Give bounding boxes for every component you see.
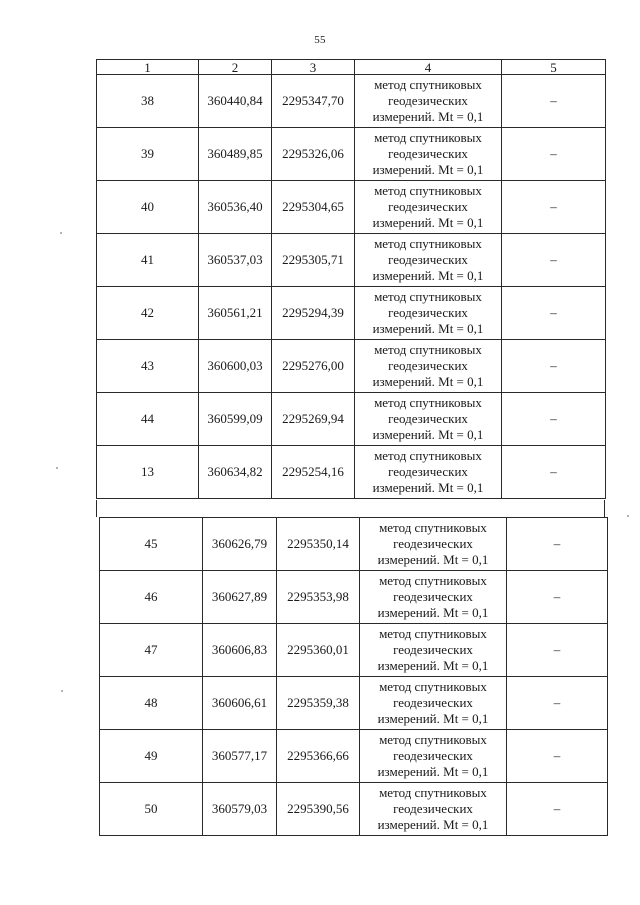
method-text-line: измерений. Mt = 0,1 xyxy=(372,321,484,336)
table-row xyxy=(97,181,606,234)
y-coordinate-cell: 2295294,39 xyxy=(272,287,355,340)
method-text-line: метод спутниковых xyxy=(374,289,482,304)
description-cell: – xyxy=(502,234,606,287)
table-row xyxy=(97,393,606,446)
coordinates-table-upper xyxy=(96,59,606,499)
method-text-line: измерений. Mt = 0,1 xyxy=(377,658,489,673)
method-cell xyxy=(355,128,502,181)
scan-speck xyxy=(56,467,58,469)
column-header: 1 xyxy=(97,60,199,75)
method-text-line: метод спутниковых xyxy=(379,732,487,747)
coordinates-table-lower xyxy=(99,517,608,836)
table-row xyxy=(100,571,608,624)
y-coordinate-cell: 2295254,16 xyxy=(272,446,355,499)
table-row xyxy=(100,730,608,783)
method-text-line: метод спутниковых xyxy=(379,679,487,694)
table-row xyxy=(100,677,608,730)
x-coordinate-cell: 360606,61 xyxy=(203,677,277,730)
x-coordinate-cell: 360561,21 xyxy=(199,287,272,340)
description-cell: – xyxy=(507,677,608,730)
method-text-line: метод спутниковых xyxy=(379,785,487,800)
method-text-line: измерений. Mt = 0,1 xyxy=(372,374,484,389)
method-cell xyxy=(355,446,502,499)
column-header: 5 xyxy=(502,60,606,75)
description-cell: – xyxy=(507,624,608,677)
method-text-line: измерений. Mt = 0,1 xyxy=(377,764,489,779)
y-coordinate-cell: 2295360,01 xyxy=(277,624,360,677)
x-coordinate-cell: 360536,40 xyxy=(199,181,272,234)
scan-speck xyxy=(60,232,62,234)
description-cell: – xyxy=(502,75,606,128)
y-coordinate-cell: 2295305,71 xyxy=(272,234,355,287)
y-coordinate-cell: 2295304,65 xyxy=(272,181,355,234)
point-number-cell: 39 xyxy=(97,128,199,181)
table-row xyxy=(100,518,608,571)
x-coordinate-cell: 360600,03 xyxy=(199,340,272,393)
method-text-line: измерений. Mt = 0,1 xyxy=(377,552,489,567)
method-text-line: измерений. Mt = 0,1 xyxy=(372,268,484,283)
method-text-line: метод спутниковых xyxy=(379,520,487,535)
method-cell xyxy=(355,340,502,393)
table-row xyxy=(97,287,606,340)
point-number-cell: 42 xyxy=(97,287,199,340)
table-row xyxy=(100,624,608,677)
table-row xyxy=(97,75,606,128)
method-text-line: измерений. Mt = 0,1 xyxy=(372,162,484,177)
scan-speck xyxy=(61,690,63,692)
description-cell: – xyxy=(502,340,606,393)
point-number-cell: 13 xyxy=(97,446,199,499)
scan-speck xyxy=(627,515,629,517)
method-text-line: метод спутниковых xyxy=(374,236,482,251)
x-coordinate-cell: 360627,89 xyxy=(203,571,277,624)
table-row xyxy=(97,128,606,181)
x-coordinate-cell: 360440,84 xyxy=(199,75,272,128)
x-coordinate-cell: 360537,03 xyxy=(199,234,272,287)
method-cell xyxy=(355,393,502,446)
method-cell xyxy=(355,234,502,287)
method-text-line: метод спутниковых xyxy=(379,626,487,641)
column-header: 2 xyxy=(199,60,272,75)
point-number-cell: 49 xyxy=(100,730,203,783)
description-cell: – xyxy=(502,393,606,446)
page-number: 55 xyxy=(314,34,326,46)
y-coordinate-cell: 2295350,14 xyxy=(277,518,360,571)
y-coordinate-cell: 2295359,38 xyxy=(277,677,360,730)
y-coordinate-cell: 2295390,56 xyxy=(277,783,360,836)
y-coordinate-cell: 2295276,00 xyxy=(272,340,355,393)
point-number-cell: 40 xyxy=(97,181,199,234)
point-number-cell: 43 xyxy=(97,340,199,393)
y-coordinate-cell: 2295326,06 xyxy=(272,128,355,181)
method-text-line: геодезических xyxy=(388,411,468,426)
description-cell: – xyxy=(507,518,608,571)
y-coordinate-cell: 2295366,66 xyxy=(277,730,360,783)
point-number-cell: 41 xyxy=(97,234,199,287)
method-cell xyxy=(360,518,507,571)
point-number-cell: 47 xyxy=(100,624,203,677)
description-cell: – xyxy=(507,730,608,783)
table-header-row xyxy=(97,60,606,75)
x-coordinate-cell: 360579,03 xyxy=(203,783,277,836)
x-coordinate-cell: 360489,85 xyxy=(199,128,272,181)
table-row xyxy=(97,446,606,499)
method-cell xyxy=(360,677,507,730)
method-text-line: геодезических xyxy=(388,93,468,108)
method-text-line: геодезических xyxy=(388,305,468,320)
method-text-line: метод спутниковых xyxy=(374,448,482,463)
method-text-line: геодезических xyxy=(393,536,473,551)
description-cell: – xyxy=(502,181,606,234)
method-text-line: метод спутниковых xyxy=(374,342,482,357)
method-text-line: геодезических xyxy=(388,464,468,479)
method-text-line: измерений. Mt = 0,1 xyxy=(372,480,484,495)
x-coordinate-cell: 360599,09 xyxy=(199,393,272,446)
method-text-line: измерений. Mt = 0,1 xyxy=(377,711,489,726)
column-header: 4 xyxy=(355,60,502,75)
table-row xyxy=(97,340,606,393)
method-text-line: геодезических xyxy=(393,589,473,604)
method-text-line: геодезических xyxy=(388,252,468,267)
y-coordinate-cell: 2295347,70 xyxy=(272,75,355,128)
table-row xyxy=(100,783,608,836)
column-header: 3 xyxy=(272,60,355,75)
method-text-line: измерений. Mt = 0,1 xyxy=(377,817,489,832)
description-cell: – xyxy=(502,287,606,340)
method-text-line: геодезических xyxy=(393,642,473,657)
method-text-line: геодезических xyxy=(388,358,468,373)
method-text-line: измерений. Mt = 0,1 xyxy=(372,109,484,124)
method-cell xyxy=(355,75,502,128)
method-cell xyxy=(360,783,507,836)
method-cell xyxy=(355,287,502,340)
table-section-break xyxy=(96,500,605,517)
method-text-line: измерений. Mt = 0,1 xyxy=(372,427,484,442)
description-cell: – xyxy=(502,128,606,181)
y-coordinate-cell: 2295353,98 xyxy=(277,571,360,624)
method-text-line: геодезических xyxy=(388,199,468,214)
method-text-line: измерений. Mt = 0,1 xyxy=(372,215,484,230)
x-coordinate-cell: 360634,82 xyxy=(199,446,272,499)
method-text-line: метод спутниковых xyxy=(374,395,482,410)
point-number-cell: 50 xyxy=(100,783,203,836)
method-text-line: геодезических xyxy=(393,748,473,763)
point-number-cell: 45 xyxy=(100,518,203,571)
method-text-line: метод спутниковых xyxy=(374,183,482,198)
method-text-line: геодезических xyxy=(393,695,473,710)
method-cell xyxy=(355,181,502,234)
x-coordinate-cell: 360577,17 xyxy=(203,730,277,783)
x-coordinate-cell: 360626,79 xyxy=(203,518,277,571)
method-text-line: геодезических xyxy=(388,146,468,161)
table-row xyxy=(97,234,606,287)
method-text-line: измерений. Mt = 0,1 xyxy=(377,605,489,620)
method-text-line: метод спутниковых xyxy=(379,573,487,588)
y-coordinate-cell: 2295269,94 xyxy=(272,393,355,446)
x-coordinate-cell: 360606,83 xyxy=(203,624,277,677)
point-number-cell: 38 xyxy=(97,75,199,128)
method-text-line: метод спутниковых xyxy=(374,130,482,145)
description-cell: – xyxy=(507,783,608,836)
point-number-cell: 46 xyxy=(100,571,203,624)
method-cell xyxy=(360,730,507,783)
description-cell: – xyxy=(502,446,606,499)
method-cell xyxy=(360,624,507,677)
point-number-cell: 48 xyxy=(100,677,203,730)
point-number-cell: 44 xyxy=(97,393,199,446)
method-cell xyxy=(360,571,507,624)
method-text-line: метод спутниковых xyxy=(374,77,482,92)
method-text-line: геодезических xyxy=(393,801,473,816)
description-cell: – xyxy=(507,571,608,624)
